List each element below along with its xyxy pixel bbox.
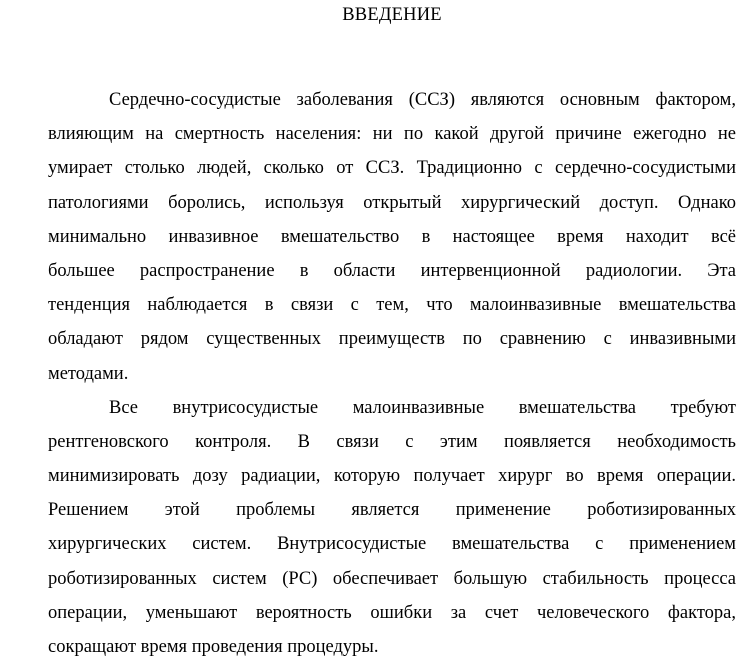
text-line: влияющим на смертность населения: ни по какой другой причине ежегодно не	[48, 124, 736, 145]
section-heading: ВВЕДЕНИЕ	[342, 5, 442, 25]
text-line: умирает столько людей, сколько от ССЗ. Традиционно с сердечно-сосудистыми	[48, 158, 736, 179]
text-line: Решением этой проблемы является применение роботизированных	[48, 500, 736, 521]
text-line: рентгеновского контроля. В связи с этим появляется необходимость	[48, 431, 736, 452]
text-line: Сердечно-сосудистые заболевания (ССЗ) являются основным фактором,	[109, 90, 736, 110]
text-line: методами.	[48, 363, 129, 384]
text-line: минимизировать дозу радиации, которую получает хирург во время операции.	[48, 466, 736, 487]
text-line: патологиями боролись, используя открытый хирургический доступ. Однако	[48, 192, 736, 213]
text-line: Все внутрисосудистые малоинвазивные вмешательства требуют	[109, 397, 736, 418]
text-line: сокращают время проведения процедуры.	[48, 637, 379, 657]
text-line: тенденция наблюдается в связи с тем, что малоинвазивные вмешательства	[48, 295, 736, 316]
text-line: хирургических систем. Внутрисосудистые вмешательства с применением	[48, 534, 736, 555]
text-line: минимально инвазивное вмешательство в настоящее время находит всё	[48, 226, 736, 247]
text-line: большее распространение в области интервенционной радиологии. Эта	[48, 260, 736, 281]
text-line: операции, уменьшают вероятность ошибки за счет человеческого фактора,	[48, 602, 736, 623]
text-line: обладают рядом существенных преимуществ по сравнению с инвазивными	[48, 329, 736, 350]
body-text	[48, 90, 736, 671]
paragraph-2	[48, 398, 736, 672]
text-line: роботизированных систем (РС) обеспечивает большую стабильность процесса	[48, 568, 736, 589]
paragraph-1	[48, 90, 736, 398]
